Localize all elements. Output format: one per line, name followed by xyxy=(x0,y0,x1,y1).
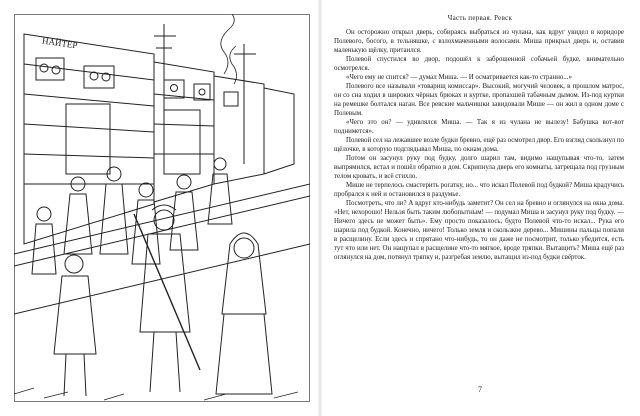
illustration-page xyxy=(14,14,310,402)
book-gutter xyxy=(318,0,322,416)
running-head: Часть первая. Ревск xyxy=(447,14,513,22)
wagon-crowd-illustration xyxy=(14,14,310,402)
page-number: 7 xyxy=(478,385,482,394)
body-text xyxy=(330,28,630,262)
paragraph: Посмотреть, что ли? А вдруг кто-нибудь заметит? Он сел на бревно и оглянулся на окна дома. «Нет, нехорошо! Нельзя быть таким любопытным! — подумал Миша и засунул руку под будку. — Ничего здесь не может быть». Ему просто показалось, будто Полевой что-то искал... Рука его шарила под будкой. Конечно, ничего! Только земля и скользкое дерево... Мишины пальцы попали в расщелину. Если здесь и спрятано что-нибудь, то он даже не посмотрит, только убедится, есть тут что или нет. Он нащупал в расщелине что-то мягкое, вроде тряпки. Вытащить? Миша ещё раз оглянулся на дом, потянул тряпку и, разгребая землю, вытащил из-под будки свёрток. xyxy=(334,200,624,261)
paragraph: Потом он засунул руку под будку, долго шарил там, видимо нащупывая что-то, затем выпрямился, встал и пошёл обратно в дом. Скрипнула дверь его комнаты, затрещала под грузным телом кровать, и всё стихло. xyxy=(334,155,624,180)
paragraph: «Чего это он? — удивлялся Миша. — Так я из чулана не вылезу! Бабушка вот-вот поднимется». xyxy=(334,119,624,135)
paragraph: Полевой сел на лежавшее возле будки бревно, ещё раз осмотрел двор. Его взгляд скользнул по щёлочке, в которую подглядывал Миша, по окнам дома. xyxy=(334,137,624,153)
paragraph: Полевой спустился во двор, подошёл к заброшенной собачьей будке, внимательно осмотрелся. xyxy=(334,56,624,72)
paragraph: Мише не терпелось смастерить рогатку, но... что искал Полевой под будкой? Миша крадучись пробрался к ней и остановился в раздумье. xyxy=(334,182,624,198)
wagon-sign: НАЙТЕР xyxy=(41,35,79,51)
paragraph: Полевого все называли «товарищ комиссар». Высокий, могучий человек, в прошлом матрос, он со сна ходил в широких чёрных брюках и куртке, пропахшей табачным дымом. Из-под куртки на ремешке болтался наган. Все ревские мальчишки завидовали Мише — он жил в одном доме с Полевым. xyxy=(334,83,624,117)
text-page xyxy=(330,8,630,408)
paragraph: Он осторожно открыл дверь, собираясь выбраться из чулана, как вдруг увидел в коридоре Полевого, босого, в тельняшке, с взлохмаченными волосами. Миша прикрыл дверь и, оставив маленькую щёлку, притаился. xyxy=(334,29,624,54)
paragraph: «Чего ему не спится? — думал Миша. — И осматривается как-то странно...» xyxy=(346,74,572,81)
